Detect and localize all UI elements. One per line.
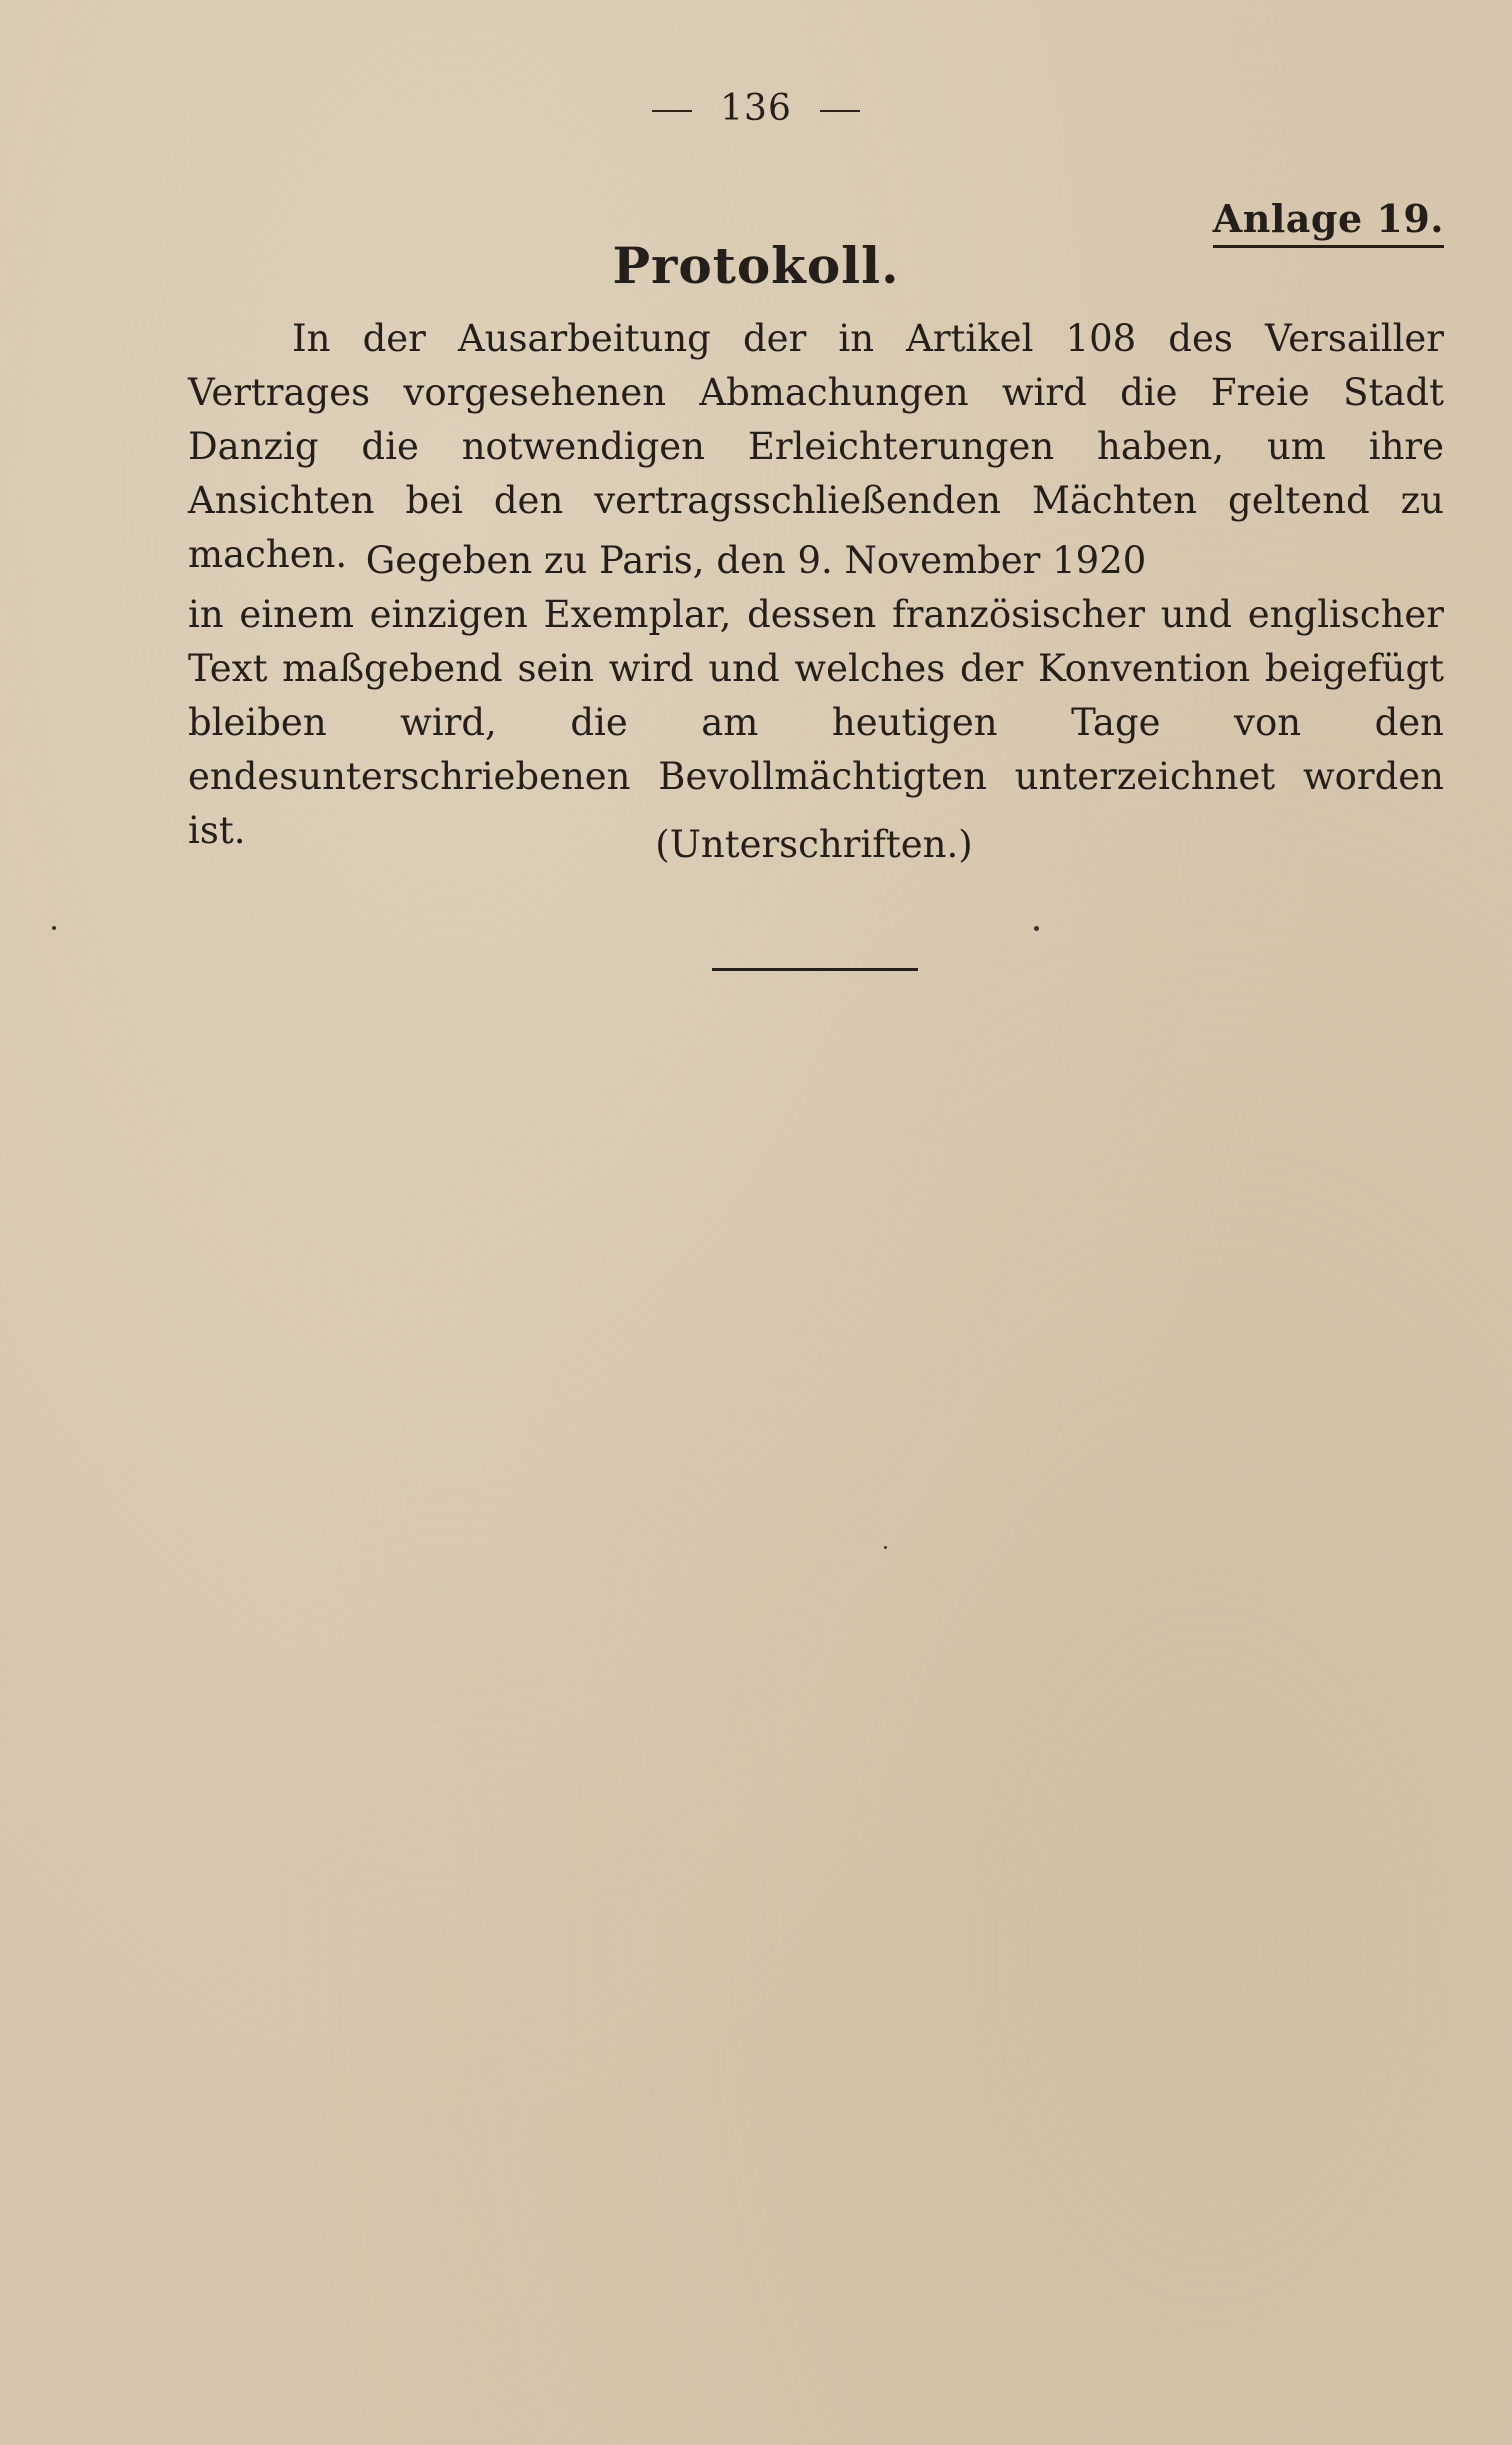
dated-line: Gegeben zu Paris, den 9. November 1920 [365, 539, 1147, 582]
paragraph-1-text: In der Ausarbeitung der in Artikel 108 des Versailler Vertrages vorgesehenen Abmachungen wird die Freie Stadt Danzig die notwendigen Erleichterungen haben, um ihre Ansichten bei den vertragsschließenden Mächten geltend zu machen. [188, 317, 1444, 576]
paper-speck [1034, 926, 1039, 931]
annex-label: Anlage 19. [1213, 196, 1444, 248]
dash-right [820, 110, 860, 112]
paper-speck [884, 1546, 887, 1549]
paragraph-2: in einem einzigen Exemplar, dessen französischer und englischer Text maßgebend sein wird und welches der Konvention beigefügt bleiben wird, die am heutigen Tage von den endesunterschriebenen Bevollmächtigten unterzeichnet worden ist. [188, 593, 1444, 852]
signatures-note: (Unterschriften.) [655, 823, 973, 866]
page-number: 136 [0, 88, 1512, 129]
paper-speck [52, 926, 56, 930]
document-title: Protokoll. [612, 236, 900, 295]
closing-rule [712, 968, 918, 971]
dash-left [652, 110, 692, 112]
